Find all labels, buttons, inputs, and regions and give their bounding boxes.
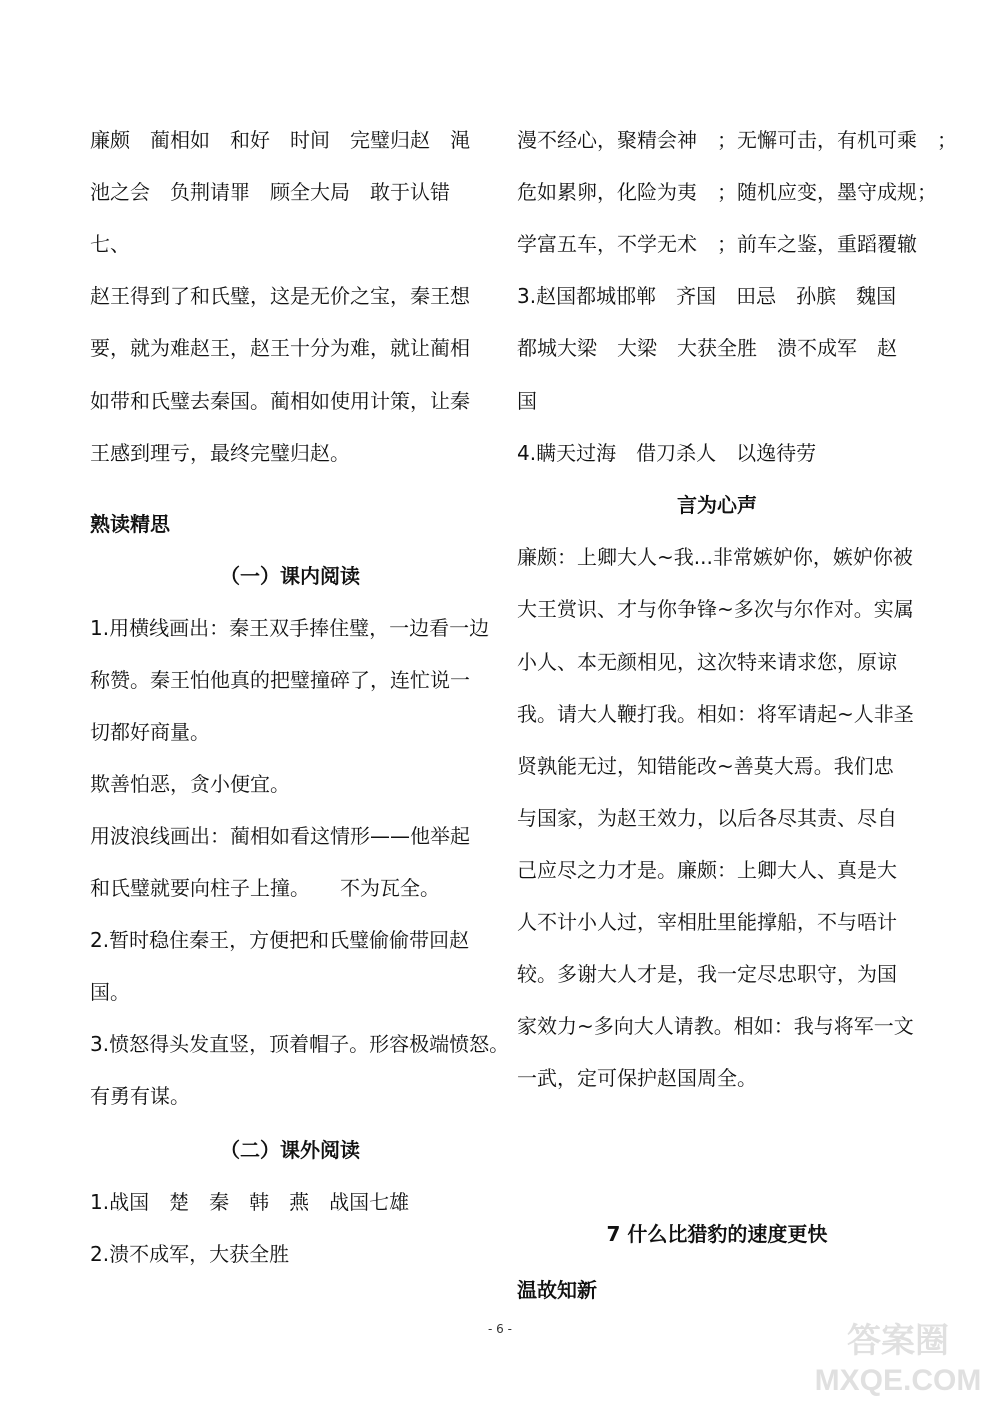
text-line: 学富五车，不学无术 ；前车之鉴，重蹈覆辙 (517, 232, 917, 256)
watermark-logo (808, 1310, 988, 1400)
text-line: 漫不经心，聚精会神 ；无懈可击，有机可乘 ； (517, 128, 957, 152)
section-number: 七、 (90, 232, 130, 256)
text-line: 切都好商量。 (90, 720, 210, 744)
section-heading: 熟读精思 (90, 512, 170, 536)
text-line: 如带和氏璧去秦国。蔺相如使用计策，让秦 (90, 389, 470, 413)
text-line: 家效力~多向大人请教。相如：我与将军一文 (517, 1014, 914, 1038)
section-heading: 言为心声 (677, 493, 757, 517)
text-line: 一武，定可保护赵国周全。 (517, 1066, 757, 1090)
text-line: 廉颇：上卿大人~我...非常嫉妒你，嫉妒你被 (517, 545, 913, 569)
text-line: 称赞。秦王怕他真的把璧撞碎了，连忙说一 (90, 668, 470, 692)
text-line: 国 (517, 389, 537, 413)
section-heading: 温故知新 (517, 1278, 597, 1302)
text-line: 小人、本无颜相见，这次特来请求您，原谅 (517, 650, 897, 674)
text-line: 贤孰能无过，知错能改~善莫大焉。我们忠 (517, 754, 894, 778)
text-line: 危如累卵，化险为夷 ；随机应变，墨守成规； (517, 180, 937, 204)
text-line: 要，就为难赵王，赵王十分为难，就让蔺相 (90, 336, 470, 360)
text-line: 1.用横线画出：秦王双手捧住璧，一边看一边 (90, 616, 490, 640)
text-line: 2.溃不成军，大获全胜 (90, 1242, 290, 1266)
text-line: 和氏璧就要向柱子上撞。 不为瓦全。 (90, 876, 440, 900)
text-line: 人不计小人过，宰相肚里能撑船，不与唔计 (517, 910, 897, 934)
text-line: 3.愤怒得头发直竖，顶着帽子。形容极端愤怒。 (90, 1032, 510, 1056)
subsection-heading: （一）课内阅读 (220, 564, 360, 588)
text-line: 较。多谢大人才是，我一定尽忠职守，为国 (517, 962, 897, 986)
svg-text:MXQE.COM: MXQE.COM (814, 1364, 982, 1397)
text-line: 欺善怕恶，贪小便宜。 (90, 772, 290, 796)
text-line: 己应尽之力才是。廉颇：上卿大人、真是大 (517, 858, 897, 882)
text-line: 我。请大人鞭打我。相如：将军请起~人非圣 (517, 702, 914, 726)
text-line: 赵王得到了和氏璧，这是无价之宝，秦王想 (90, 284, 470, 308)
text-line: 4.瞒天过海 借刀杀人 以逸待劳 (517, 441, 817, 465)
text-line: 2.暂时稳住秦王，方便把和氏璧偷偷带回赵 (90, 928, 470, 952)
text-line: 国。 (90, 980, 130, 1004)
page-number: - 6 - (488, 1322, 512, 1336)
text-line: 3.赵国都城邯郸 齐国 田忌 孙膑 魏国 (517, 284, 897, 308)
text-line: 都城大梁 大梁 大获全胜 溃不成军 赵 (517, 336, 897, 360)
chapter-title: 7 什么比猎豹的速度更快 (606, 1222, 828, 1246)
text-line: 大王赏识、才与你争锋~多次与尔作对。实属 (517, 597, 914, 621)
text-line: 池之会 负荆请罪 顾全大局 敢于认错 (90, 180, 450, 204)
svg-text:答案圈: 答案圈 (847, 1322, 949, 1360)
text-line: 用波浪线画出：蔺相如看这情形——他举起 (90, 824, 470, 848)
text-line: 廉颇 蔺相如 和好 时间 完璧归赵 渑 (90, 128, 470, 152)
text-line: 1.战国 楚 秦 韩 燕 战国七雄 (90, 1190, 410, 1214)
text-line: 王感到理亏，最终完璧归赵。 (90, 441, 350, 465)
text-line: 有勇有谋。 (90, 1084, 190, 1108)
text-line: 与国家，为赵王效力，以后各尽其责、尽自 (517, 806, 897, 830)
subsection-heading: （二）课外阅读 (220, 1138, 360, 1162)
